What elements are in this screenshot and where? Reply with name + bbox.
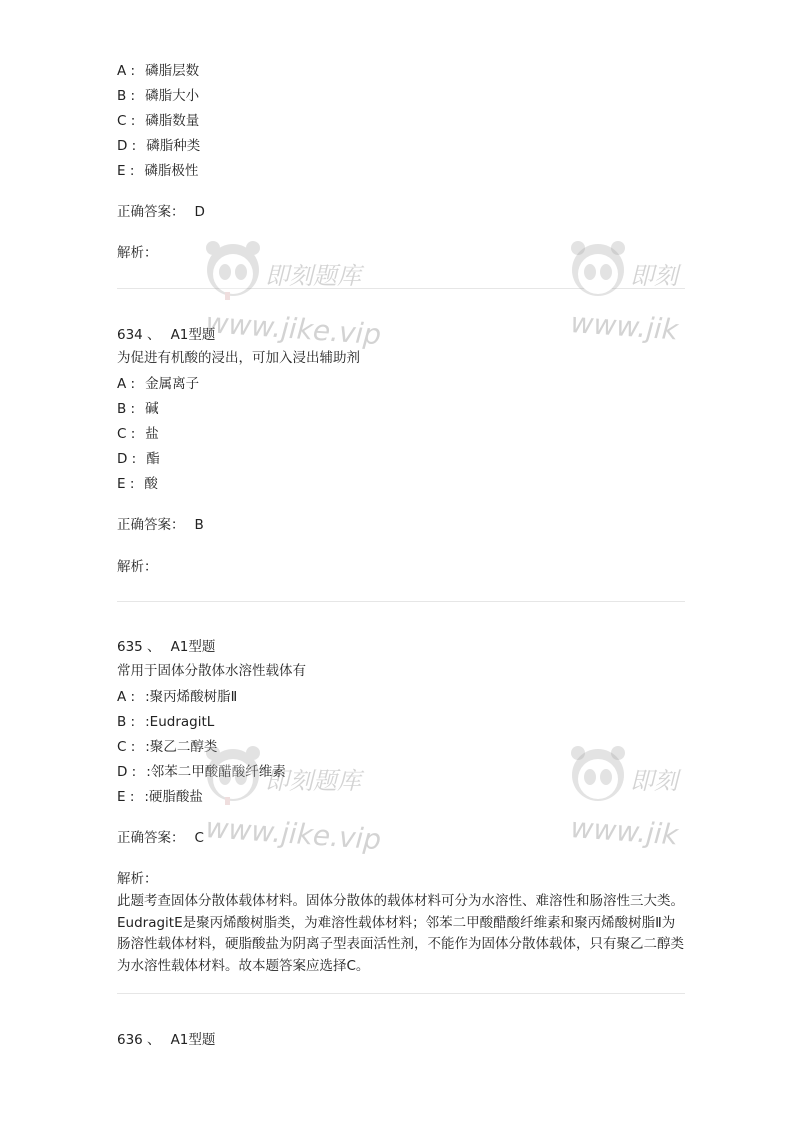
watermark-cn: 即刻: [630, 767, 678, 795]
question-type: A1型题: [170, 639, 216, 655]
answer-label: 正确答案：: [117, 830, 185, 846]
option-key: B :: [117, 714, 136, 730]
question-type: A1型题: [170, 1032, 216, 1048]
option-a: [117, 62, 199, 80]
option-key: C :: [117, 113, 136, 129]
question-type: A1型题: [170, 327, 216, 343]
answer-line: [117, 829, 204, 847]
option-text: 磷脂层数: [145, 63, 200, 79]
option-text: 金属离子: [145, 376, 200, 392]
option-text: :聚乙二醇类: [145, 739, 218, 755]
question-header: [117, 326, 215, 344]
question-stem: 常用于固体分散体水溶性载体有: [117, 663, 306, 679]
question-number: 635 、: [117, 639, 161, 655]
option-key: D :: [117, 764, 137, 780]
option-b: [117, 713, 214, 731]
answer-label: 正确答案：: [117, 517, 185, 533]
answer-value: C: [194, 830, 204, 846]
option-b: [117, 87, 199, 105]
option-c: [117, 112, 199, 130]
question-stem: 为促进有机酸的浸出，可加入浸出辅助剂: [117, 350, 360, 366]
option-d: [117, 450, 160, 468]
option-b: [117, 400, 159, 418]
option-text: 磷脂大小: [145, 88, 200, 104]
option-key: B :: [117, 401, 136, 417]
answer-value: D: [194, 204, 205, 220]
panda-logo-icon: [571, 746, 625, 801]
option-text: :硬脂酸盐: [144, 789, 203, 805]
option-text: 磷脂极性: [144, 163, 199, 179]
option-d: [117, 137, 200, 155]
option-text: :EudragitL: [145, 714, 215, 730]
question-number: 634 、: [117, 327, 161, 343]
option-key: E :: [117, 163, 135, 179]
option-e: [117, 475, 158, 493]
option-c: [117, 738, 217, 756]
option-text: 碱: [145, 401, 159, 417]
option-d: [117, 763, 286, 781]
watermark: [560, 232, 685, 372]
question-header: [117, 1031, 215, 1049]
watermark-url: www.jike.vip: [204, 811, 383, 857]
option-key: E :: [117, 789, 135, 805]
watermark-url: www.jike.vip: [204, 306, 383, 352]
analysis-label: 解析：: [117, 559, 158, 575]
question-divider: [117, 601, 685, 602]
option-text: 磷脂种类: [146, 138, 201, 154]
option-key: A :: [117, 63, 136, 79]
option-key: B :: [117, 88, 136, 104]
option-c: [117, 425, 159, 443]
option-a: [117, 375, 199, 393]
answer-label: 正确答案：: [117, 204, 185, 220]
option-text: 酸: [144, 476, 158, 492]
option-key: A :: [117, 376, 136, 392]
option-text: 磷脂数量: [145, 113, 200, 129]
option-a: [117, 688, 237, 706]
analysis-label: 解析：: [117, 245, 158, 261]
option-e: [117, 162, 198, 180]
question-divider: [117, 993, 685, 994]
option-text: :聚丙烯酸树脂Ⅱ: [145, 689, 238, 705]
analysis-text: 此题考查固体分散体载体材料。固体分散体的载体材料可分为水溶性、难溶性和肠溶性三大类。EudragitE是聚丙烯酸树脂类，为难溶性载体材料；邻苯二甲酸醋酸纤维素和聚丙烯酸树脂Ⅱ为肠溶性载体材料，硬脂酸盐为阴离子型表面活性剂，不能作为固体分散体载体，只有聚乙二醇类为水溶性载体材料。故本题答案应选择C。: [117, 893, 684, 974]
option-key: E :: [117, 476, 135, 492]
panda-logo-icon: [571, 241, 625, 296]
question-header: [117, 638, 215, 656]
watermark: [560, 737, 685, 877]
watermark-cn: 即刻题库: [265, 767, 361, 795]
analysis-label: 解析：: [117, 871, 158, 887]
answer-line: [117, 516, 204, 534]
option-text: 酯: [146, 451, 160, 467]
watermark-cn: 即刻题库: [265, 262, 361, 290]
answer-value: B: [194, 517, 204, 533]
option-key: D :: [117, 451, 137, 467]
option-e: [117, 788, 203, 806]
option-key: A :: [117, 689, 136, 705]
option-key: D :: [117, 138, 137, 154]
question-number: 636 、: [117, 1032, 161, 1048]
option-text: 盐: [145, 426, 159, 442]
watermark-url: www.jik: [569, 811, 680, 852]
answer-line: [117, 203, 205, 221]
option-key: C :: [117, 739, 136, 755]
panda-logo-icon: [206, 241, 260, 300]
option-text: :邻苯二甲酸醋酸纤维素: [146, 764, 286, 780]
watermark: [195, 737, 415, 877]
watermark-cn: 即刻: [630, 262, 678, 290]
option-key: C :: [117, 426, 136, 442]
watermark-url: www.jik: [569, 306, 680, 347]
